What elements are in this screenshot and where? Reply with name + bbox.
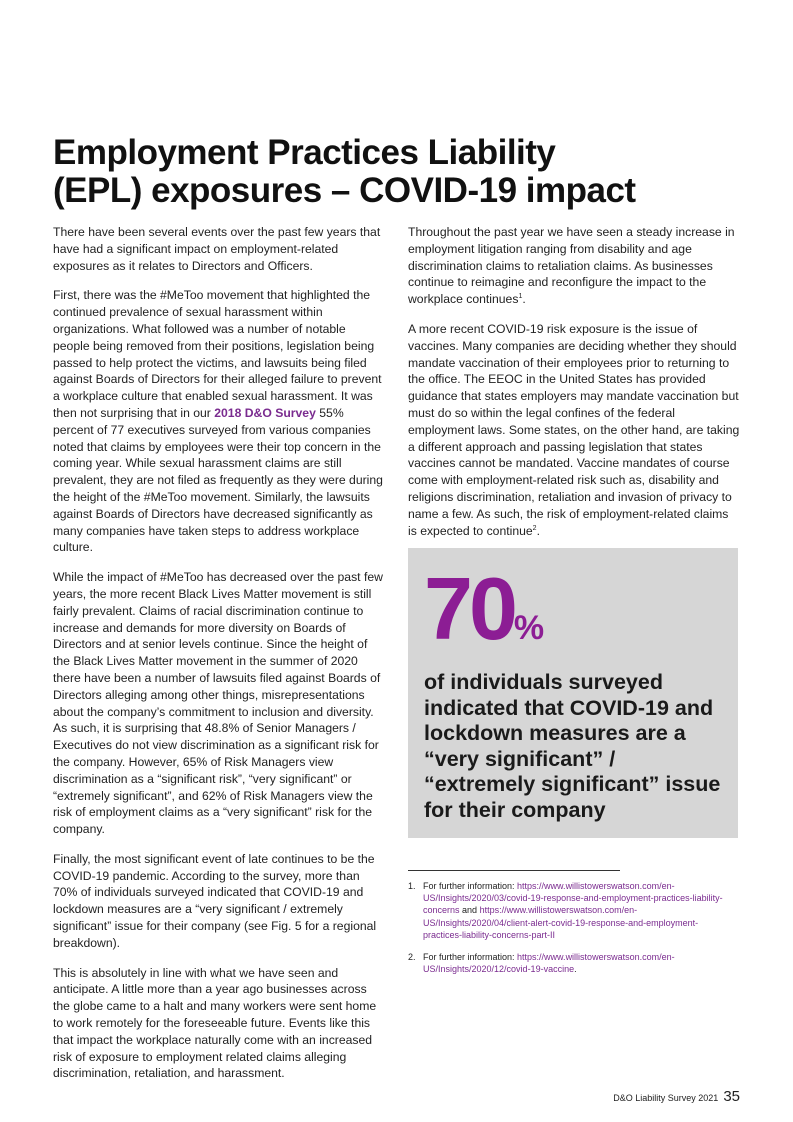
footnote-lead: For further information:	[423, 881, 518, 891]
footnote-lead: For further information:	[423, 952, 518, 963]
footnote-end: .	[574, 964, 577, 975]
footnote-body	[423, 951, 728, 975]
right-paragraph-1	[408, 224, 740, 308]
left-column	[53, 224, 383, 1095]
footnote-connector: and	[459, 905, 480, 916]
page-title-line-2: (EPL) exposures – COVID-19 impact	[53, 171, 636, 210]
page-footer	[613, 1088, 740, 1105]
footnote-number: 1.	[408, 881, 416, 891]
footnote-1	[408, 880, 728, 941]
left-paragraph-2	[53, 287, 383, 556]
left-paragraph-2-text-b: 55% percent of 77 executives surveyed from various companies noted that claims by employees were their top concern in the coming year. While sexual harassment claims are still prevalent, they are not filed as frequently as they were during the height of the #MeToo movement. Similarly, the lawsuits against Boards of Directors have decreased significantly as many companies have taken steps to address workplace culture.	[53, 405, 383, 555]
page-title	[53, 134, 753, 210]
page-title-line-1: Employment Practices Liability	[53, 133, 556, 172]
page-number: 35	[723, 1088, 740, 1105]
statistic-number	[424, 559, 545, 658]
right-column	[408, 224, 740, 552]
right-paragraph-2	[408, 321, 740, 539]
left-paragraph-3: While the impact of #MeToo has decreased over the past few years, the more recent Black Lives Matter movement is still fairly prevalent. Claims of racial discrimination continue to increase and demands for more diversity on Boards of Directors and at senior levels continue. Since the height of the Black Lives Matter movement in the summer of 2020 there have been a number of lawsuits filed against Boards of Directors alleging among other things, misrepresentations about the company’s commitment to inclusion and diversity. As such, it is surprising that 48.8% of Senior Managers / Executives do not view discrimination as a significant risk for the company. However, 65% of Risk Managers view discrimination as a “significant risk”, “very significant” or “extremely significant”, and 62% of Risk Managers view the risk of employment claims as a “very significant” risk for the company.	[53, 570, 383, 837]
left-paragraph-2-text-a: First, there was the #MeToo movement that highlighted the continued prevalence of sexual harassment within organizations. What followed was a number of notable people being removed from their positions, legislation being passed to help protect the victims, and lawsuits being filed against Boards of Directors for their alleged failure to prevent a workplace culture that enabled sexual harassment. It was then not surprising that in our	[53, 288, 382, 420]
statistic-value: 70	[424, 559, 514, 658]
footnote-link[interactable]: https://www.willistowerswatson.com/en-US/Insights/2020/04/client-alert-covid-19-response-and-employment-practices-liability-concerns-part-II	[423, 905, 699, 940]
footnote-body	[423, 880, 728, 941]
statistic-caption: of individuals surveyed indicated that COVID-19 and lockdown measures are a “very significant” / “extremely significant” issue for their company	[424, 670, 721, 822]
footnote-ref-2[interactable]: 2	[532, 524, 537, 532]
footnote-link[interactable]: https://www.willistowerswatson.com/en-US/Insights/2020/03/covid-19-response-and-employment-practices-liability-concerns	[423, 881, 723, 916]
right-paragraph-2-text: A more recent COVID-19 risk exposure is the issue of vaccines. Many companies are deciding whether they should mandate vaccination of their employees prior to returning to the office. The EEOC in the United States has provided guidance that states employers may mandate vaccination but must do so within the legal confines of the federal employment laws. Some states, on the other hand, are taking a different approach and passing legislation that states vaccines cannot be mandated. Vaccine mandates of course come with employment-related risk such as, disability and religions discrimination, retaliation and invasion of privacy to name a few. As such, the risk of employment-related claims is expected to continue	[408, 321, 740, 538]
right-paragraph-1-text: Throughout the past year we have seen a steady increase in employment litigation ranging from disability and age discrimination claims to retaliation claims. As businesses continue to reimagine and reconfigure the impact to the workplace continues	[408, 225, 735, 307]
footnote-2	[408, 951, 728, 975]
left-paragraph-5: This is absolutely in line with what we have seen and anticipate. A little more than a year ago businesses across the globe came to a halt and many workers were sent home to work remotely for the foreseeable future. Events like this that impact the workplace naturally come with an increased risk of exposure to employment related claims alleging discrimination, retaliation, and harassment.	[53, 965, 377, 1081]
left-paragraph-4: Finally, the most significant event of late continues to be the COVID-19 pandemic. According to the survey, more than 70% of individuals surveyed indicated that COVID-19 and lockdown measures are a “very significant / extremely significant” issue for their company (see Fig. 5 for a regional breakdown).	[53, 851, 377, 950]
footnote-ref-1[interactable]: 1	[518, 293, 523, 301]
footnotes	[408, 880, 728, 985]
footnote-number: 2.	[408, 952, 416, 963]
footnote-link[interactable]: https://www.willistowerswatson.com/en-US/Insights/2020/12/covid-19-vaccine	[423, 952, 675, 975]
right-paragraph-1-end: .	[522, 292, 526, 307]
right-paragraph-2-end: .	[536, 523, 540, 538]
footnote-divider	[408, 870, 620, 871]
left-paragraph-1: There have been several events over the past few years that have had a significant impact on employment-related exposures as it relates to Directors and Officers.	[53, 225, 381, 273]
footer-publication-label: D&O Liability Survey 2021	[613, 1093, 719, 1103]
statistic-percent-sign: %	[513, 609, 545, 647]
survey-2018-link[interactable]: 2018 D&O Survey	[214, 405, 316, 420]
